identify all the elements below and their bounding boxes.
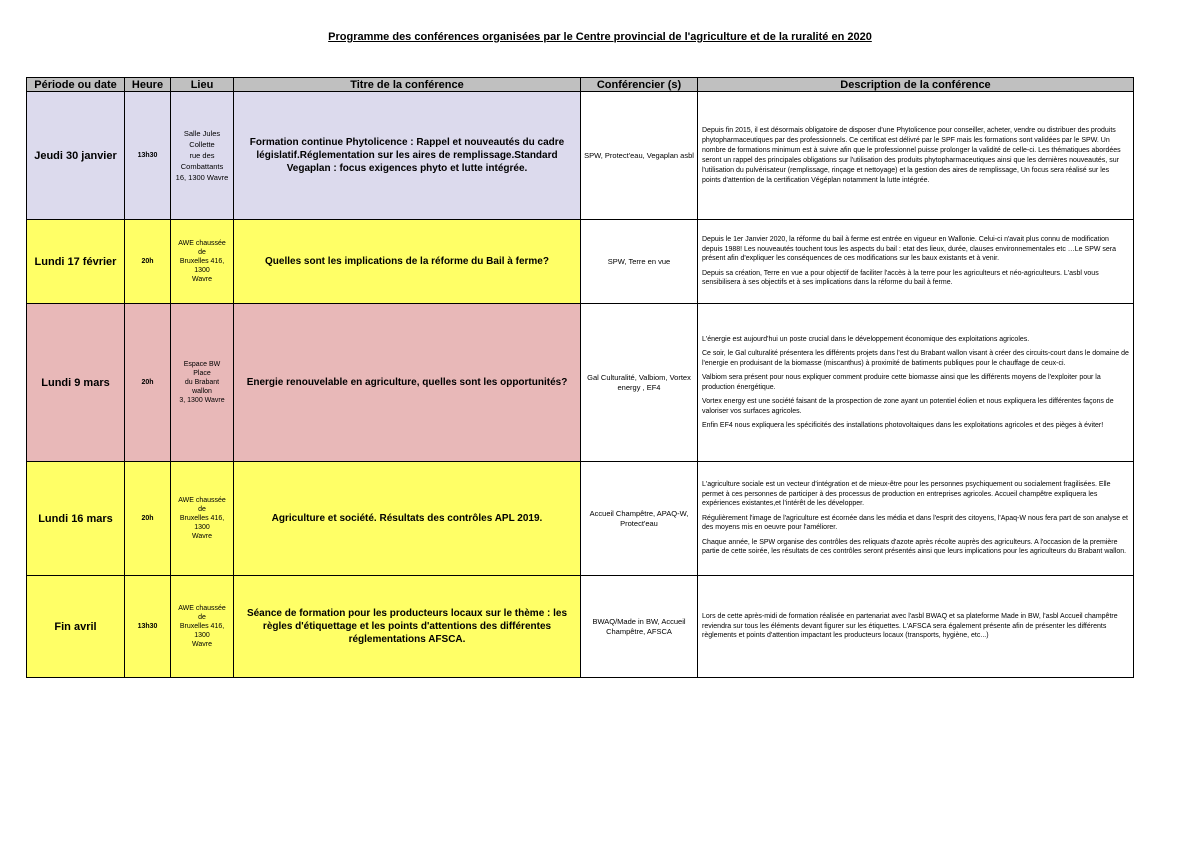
description-paragraph: Enfin EF4 nous expliquera les spécificités des installations photovoltaiques dans les exploitations agricoles et des pièges à éviter!	[702, 422, 1104, 429]
row-date: Lundi 16 mars	[27, 462, 125, 576]
description-paragraph: Depuis sa création, Terre en vue a pour objectif de faciliter l'accès à la terre pour les agriculteurs et néo-agriculteurs. L'asbl vous sensibilisera à ses objectifs et à ses implications dans la réforme du bail à ferme.	[702, 269, 1099, 287]
row-description	[698, 304, 1134, 462]
lieu-line: rue des	[189, 151, 215, 160]
lieu-line: 16, 1300 Wavre	[175, 173, 229, 182]
description-paragraph: Depuis le 1er Janvier 2020, la réforme du bail à ferme est entrée en vigueur en Wallonie. Celui-ci n'avait plus connu de modification depuis 1988! Les nouveautés touchent tous les aspects du bail : etat des lieux, durée, clauses environnementales etc …Le SPW sera présent afin d'expliquer les conséquences de ces modifications sur les baux existants et à venir.	[702, 236, 1117, 263]
row-date: Jeudi 30 janvier	[27, 92, 125, 220]
table-row	[27, 576, 1134, 678]
description-paragraph: L'agriculture sociale est un vecteur d'intégration et de mieux-être pour les personnes psychiquement ou socialement fragilisées. Elle permet à ces personnes de participer à des processus de production en entreprises agricoles. Accueil champêtre expliquera les expériences existantes,et l'intérêt de les développer.	[702, 481, 1111, 508]
lieu-line: AWE chaussée de	[178, 497, 226, 513]
conference-table	[26, 77, 1134, 678]
lieu-line: Bruxelles 416, 1300	[179, 515, 225, 531]
row-lieu	[171, 576, 234, 678]
row-description	[698, 462, 1134, 576]
header-lieu: Lieu	[171, 78, 234, 92]
row-heure: 20h	[125, 462, 171, 576]
row-conferencier: SPW, Protect'eau, Vegaplan asbl	[581, 92, 698, 220]
row-heure: 20h	[125, 304, 171, 462]
lieu-line: Collette	[189, 140, 215, 149]
row-titre: Energie renouvelable en agriculture, quelles sont les opportunités?	[234, 304, 581, 462]
lieu-line: Salle Jules	[183, 129, 221, 138]
description-paragraph: Valbiom sera présent pour nous expliquer comment produire cette biomasse ainsi que les différents moyens de l'exploiter pour la production énergétique.	[702, 374, 1101, 391]
table-row	[27, 220, 1134, 304]
lieu-line: Espace BW Place	[183, 361, 221, 377]
table-row	[27, 462, 1134, 576]
lieu-line: Wavre	[192, 641, 212, 648]
header-date: Période ou date	[27, 78, 125, 92]
row-heure: 13h30	[125, 92, 171, 220]
row-heure: 20h	[125, 220, 171, 304]
row-titre: Quelles sont les implications de la réforme du Bail à ferme?	[234, 220, 581, 304]
row-titre: Séance de formation pour les producteurs locaux sur le thème : les règles d'étiquettage et les points d'attentions des différentes réglementations AFSCA.	[234, 576, 581, 678]
row-titre: Agriculture et société. Résultats des contrôles APL 2019.	[234, 462, 581, 576]
lieu-line: AWE chaussée de	[178, 240, 226, 256]
row-date: Lundi 17 février	[27, 220, 125, 304]
row-description	[698, 576, 1134, 678]
row-date: Fin avril	[27, 576, 125, 678]
row-lieu	[171, 462, 234, 576]
lieu-line: Combattants	[180, 162, 224, 171]
header-heure: Heure	[125, 78, 171, 92]
row-conferencier: SPW, Terre en vue	[581, 220, 698, 304]
lieu-line: du Brabant wallon	[184, 379, 220, 395]
description-paragraph: Vortex energy est une société faisant de la prospection de zone ayant un potentiel éolien et nous expliquera les différentes façons de valoriser vos surfaces agricoles.	[702, 398, 1114, 415]
lieu-line: Wavre	[192, 533, 212, 540]
row-conferencier: BWAQ/Made in BW, Accueil Champêtre, AFSCA	[581, 576, 698, 678]
description-paragraph: Depuis fin 2015, il est désormais obligatoire de disposer d'une Phytolicence pour conseiller, acheter, vendre ou distribuer des produits phytopharmaceutiques par des professionnels. Ce certificat est délivré par le SPF mais les formations sont validées par le SPW. Un nombre de formations minimum est à suivre afin que le professionnel puisse prolonger la validité de celle-ci. Les thématiques abordées seront un rappel des principales obligations sur l'utilisation des produits phytopharmaceutiques ainsi que les dernières nouveautés, sur l'utilisation du pulvérisateur (remplissage, rinçage et nettoyage) et la gestion des aires de remplissage, Un focus sera réalisé sur les points d'attention de la certification Végéplan notamment la lutte intégrée.	[702, 126, 1121, 184]
row-conferencier: Gal Culturalité, Valbiom, Vortex energy , EF4	[581, 304, 698, 462]
row-titre: Formation continue Phytolicence : Rappel et nouveautés du cadre législatif.Réglementation sur les aires de remplissage.Standard Vegaplan : focus exigences phyto et lutte intégrée.	[234, 92, 581, 220]
lieu-line: AWE chaussée de	[178, 605, 226, 621]
header-description: Description de la conférence	[698, 78, 1134, 92]
description-paragraph: Chaque année, le SPW organise des contrôles des reliquats d'azote après récolte auprès des agriculteurs. A l'occasion de la première partie de cette soirée, les résultats de ces contrôles seront présentés ainsi que leurs implications pour les agriculteurs du Brabant wallon.	[702, 538, 1127, 556]
table-row	[27, 304, 1134, 462]
row-heure: 13h30	[125, 576, 171, 678]
row-description	[698, 220, 1134, 304]
row-conferencier: Accueil Champêtre, APAQ-W, Protect'eau	[581, 462, 698, 576]
description-paragraph: L'énergie est aujourd'hui un poste crucial dans le développement économique des exploitations agricoles.	[702, 335, 1030, 343]
row-lieu	[171, 304, 234, 462]
row-description	[698, 92, 1134, 220]
header-conferencier: Conférencier (s)	[581, 78, 698, 92]
row-lieu	[171, 92, 234, 220]
description-paragraph: Lors de cette après-midi de formation réalisée en partenariat avec l'asbl BWAQ et sa plateforme Made in BW, l'asbl Accueil champêtre reviendra sur tous les éléments devant figurer sur les étiquettes. L'AFSCA sera également présente afin de présenter les différents règlements et points d'attention impactant les producteurs locaux (transports, hygiène, etc...)	[702, 613, 1118, 640]
description-paragraph: Ce soir, le Gal culturalité présentera les différents projets dans l'est du Brabant wallon visant à créer des circuits-court dans le domaine de l'energie en produisant de la biomasse (miscanthus) à proximité de batiments publiques pour le chauffage de ceux-ci.	[702, 350, 1129, 367]
row-date: Lundi 9 mars	[27, 304, 125, 462]
row-lieu	[171, 220, 234, 304]
lieu-line: Bruxelles 416, 1300	[179, 623, 225, 639]
header-titre: Titre de la conférence	[234, 78, 581, 92]
header-row	[27, 78, 1134, 92]
description-paragraph: Régulièrement l'image de l'agriculture est écornée dans les média et dans l'esprit des citoyens, l'Apaq-W nous fera part de son analyse et des moyens mis en oeuvre pour l'améliorer.	[702, 514, 1128, 532]
page-title: Programme des conférences organisées par le Centre provincial de l'agriculture et de la ruralité en 2020	[328, 31, 872, 43]
lieu-line: Bruxelles 416, 1300	[179, 258, 225, 274]
table-row	[27, 92, 1134, 220]
lieu-line: Wavre	[192, 276, 212, 283]
lieu-line: 3, 1300 Wavre	[179, 397, 225, 404]
